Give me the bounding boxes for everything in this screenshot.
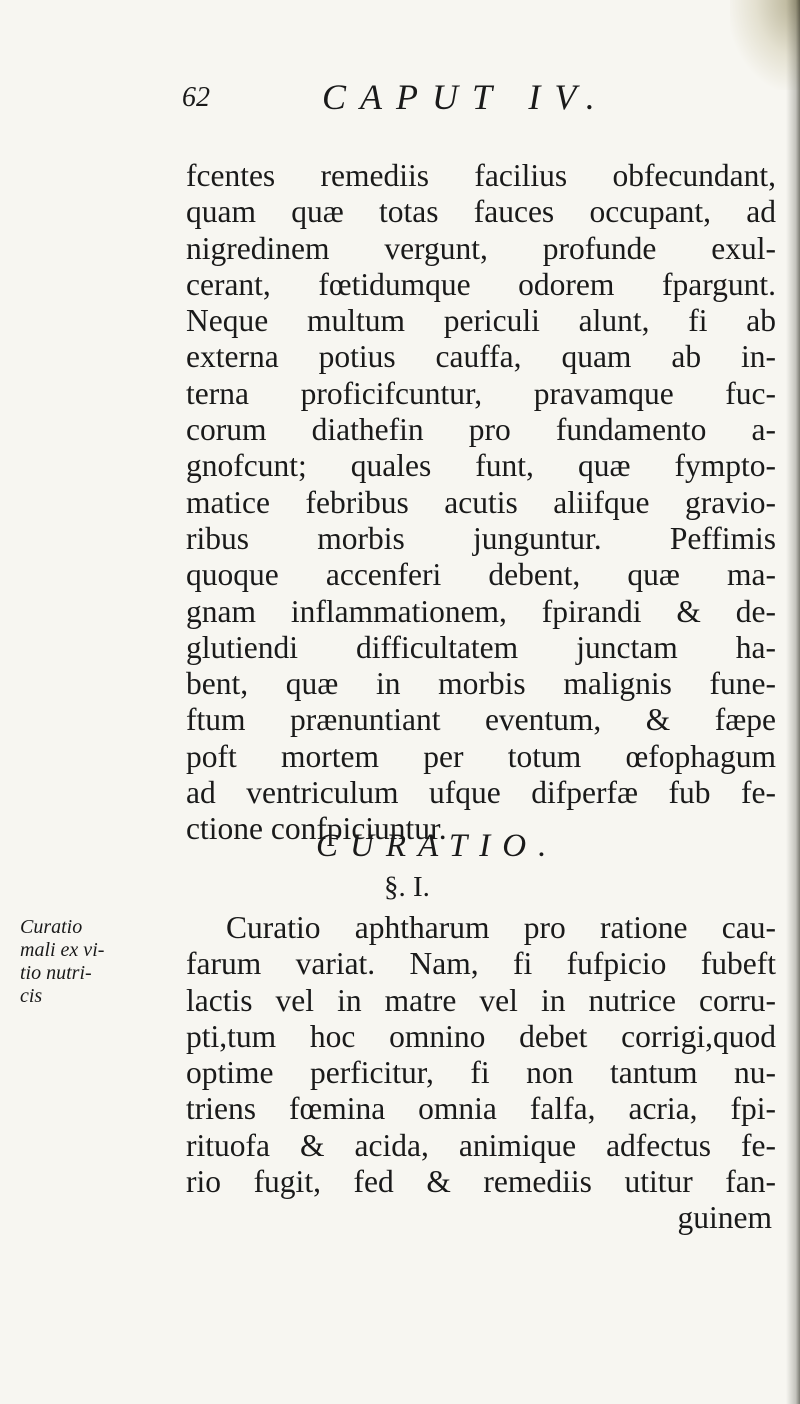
- marginal-note-line: mali ex vi-: [20, 939, 105, 961]
- text-line: triens fœmina omnia falfa, acria, fpi-: [186, 1091, 776, 1127]
- section-number: §. I.: [384, 871, 430, 903]
- page-header: [182, 76, 702, 116]
- text-line: gnofcunt; quales funt, quæ fympto-: [186, 448, 776, 484]
- text-line: gnam inflammationem, fpirandi & de-: [186, 593, 776, 629]
- marginal-note-line: tio nutri-: [20, 962, 92, 984]
- text-line: bent, quæ in morbis malignis fune-: [186, 666, 776, 702]
- text-line: ribus morbis junguntur. Peffimis: [186, 520, 776, 556]
- text-line: fcentes remediis facilius obfecundant,: [186, 158, 776, 193]
- text-line: pti,tum hoc omnino debet corrigi,quod: [186, 1018, 776, 1054]
- text-line: quoque accenferi debent, quæ ma-: [186, 557, 776, 593]
- page-edge-shadow: [786, 0, 800, 1404]
- text-line: nigredinem vergunt, profunde exul-: [186, 230, 776, 266]
- marginal-note-line: cis: [20, 985, 43, 1007]
- text-line: ftum prænuntiant eventum, & fæpe: [186, 702, 776, 738]
- marginal-note-line: Curatio: [20, 916, 83, 938]
- text-line: rituofa & acida, animique adfectus fe-: [186, 1127, 776, 1163]
- catchword: guinem: [677, 1200, 772, 1236]
- text-line: Neque multum periculi alunt, fi ab: [186, 303, 776, 339]
- text-line: corum diathefin pro fundamento a-: [186, 412, 776, 448]
- text-line: externa potius cauffa, quam ab in-: [186, 339, 776, 375]
- text-line: matice febribus acutis aliifque gravio-: [186, 484, 776, 520]
- text-line: terna proficifcuntur, pravamque fuc-: [186, 375, 776, 411]
- text-line: poft mortem per totum œfophagum: [186, 738, 776, 774]
- text-line: quam quæ totas fauces occupant, ad: [186, 194, 776, 230]
- text-line: glutiendi difficultatem junctam ha-: [186, 629, 776, 665]
- text-line: ctione confpiciuntur.: [186, 811, 447, 847]
- marginal-note: [20, 916, 180, 1008]
- paragraph-1: [186, 158, 776, 848]
- running-head: CAPUT IV.: [322, 77, 609, 117]
- section-title: CURATIO.: [316, 828, 559, 864]
- text-line: farum variat. Nam, fi fufpicio fubeft: [186, 946, 776, 982]
- text-line: ad ventriculum ufque difperfæ fub fe-: [186, 775, 776, 811]
- page-number: 62: [182, 82, 210, 113]
- text-line: rio fugit, fed & remediis utitur fan-: [186, 1164, 776, 1200]
- paragraph-2: [186, 910, 776, 1237]
- text-line: lactis vel in matre vel in nutrice corru-: [186, 982, 776, 1018]
- text-line: optime perficitur, fi non tantum nu-: [186, 1055, 776, 1091]
- text-line: Curatio aphtharum pro ratione cau-: [226, 910, 776, 945]
- text-line: cerant, fœtidumque odorem fpargunt.: [186, 266, 776, 302]
